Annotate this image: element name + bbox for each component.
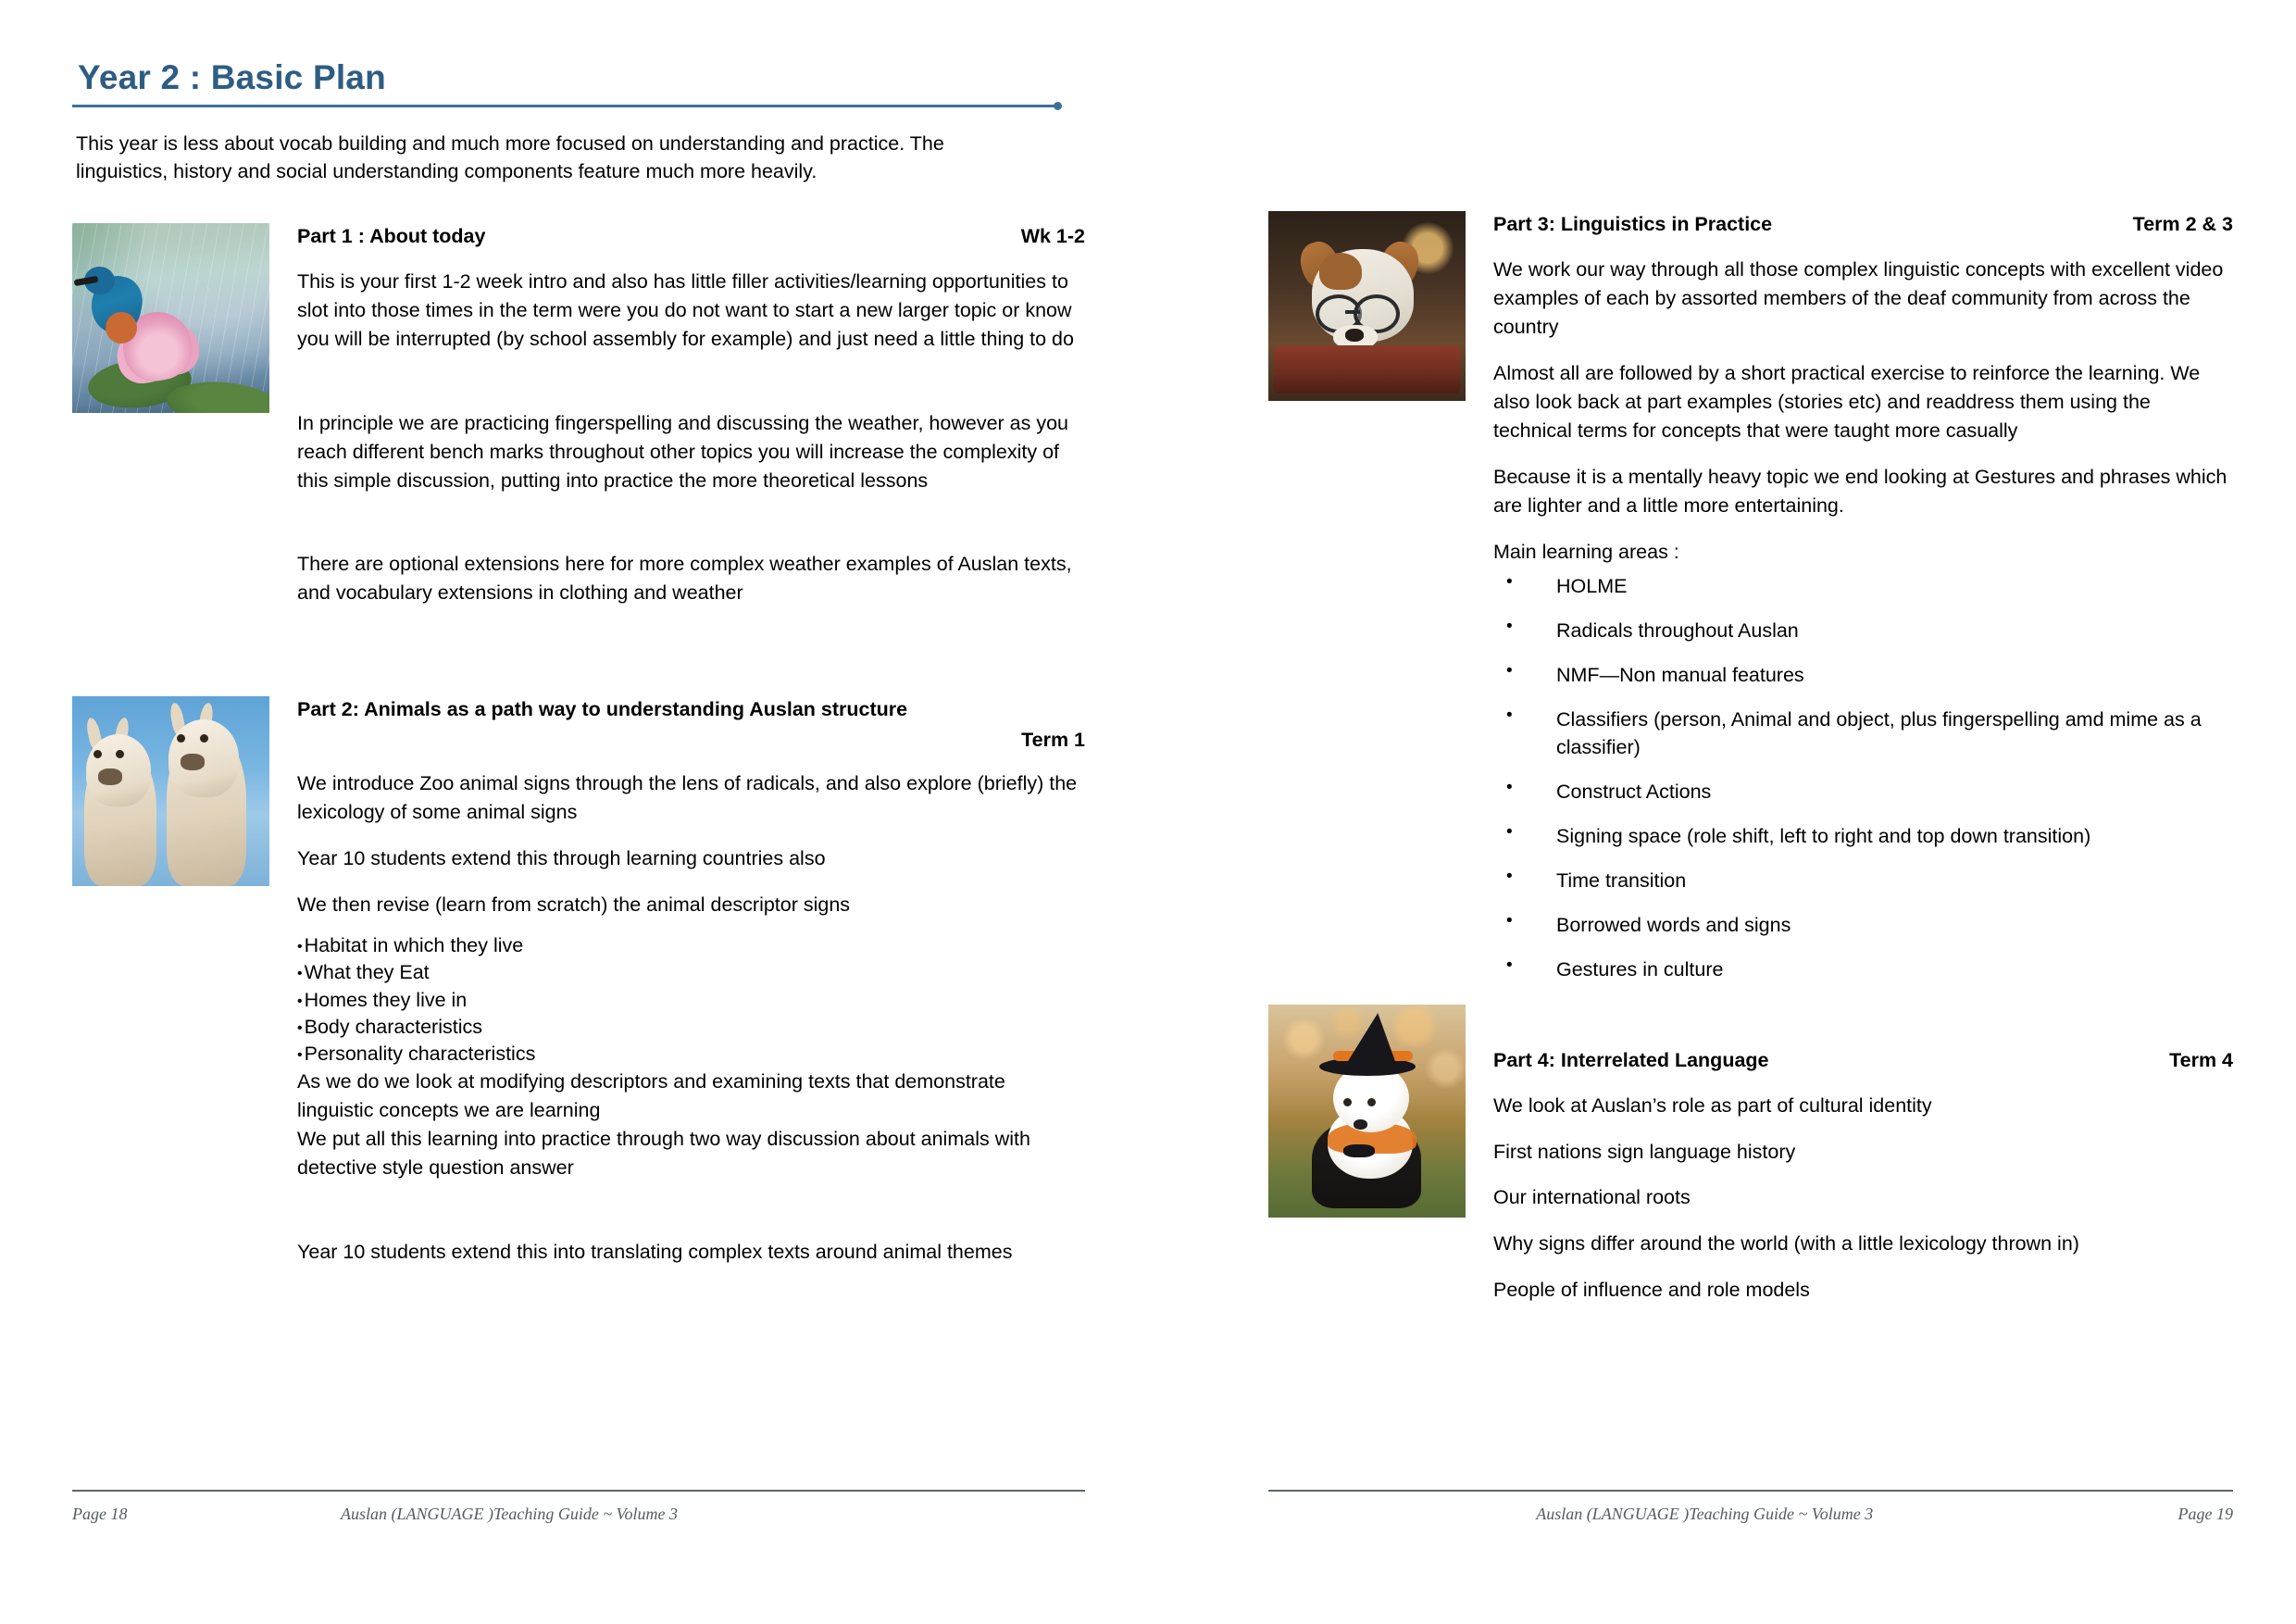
part2-paragraph-4: As we do we look at modifying descriptors and examining texts that demonstrate linguistic concepts we are learning bbox=[297, 1070, 1005, 1122]
footer-title: Auslan (LANGUAGE )Teaching Guide ~ Volume 3 bbox=[1536, 1505, 1874, 1523]
title-underline-rule bbox=[72, 105, 1058, 107]
eyeglasses-bridge-icon bbox=[1345, 310, 1360, 314]
dog-fur-patch-shape bbox=[1319, 253, 1362, 290]
footer-row bbox=[1268, 1505, 2233, 1524]
part1-photo bbox=[72, 223, 269, 413]
dog-nose-icon bbox=[1345, 329, 1364, 342]
part2-heading: Part 2: Animals as a path way to understanding Auslan structure bbox=[297, 698, 908, 721]
list-item: • Classifiers (person, Animal and object, plus fingerspelling amd mime as a classifier) bbox=[1493, 706, 2233, 761]
part3-term: Term 2 & 3 bbox=[2132, 213, 2233, 235]
part2-bullet-list bbox=[297, 932, 1085, 1068]
section-part4 bbox=[1268, 1005, 2233, 1305]
part3-paragraph-3: Because it is a mentally heavy topic we end looking at Gestures and phrases which are lighter and a little more entertaining. bbox=[1493, 465, 2227, 517]
dog-eye-icon bbox=[1343, 1098, 1352, 1106]
part3-photo bbox=[1268, 211, 1466, 401]
part2-term: Term 1 bbox=[1021, 729, 1085, 752]
footer-page-number: Page 19 bbox=[2177, 1505, 2233, 1523]
part1-paragraph-2: In principle we are practicing fingerspelling and discussing the weather, however as you reach different bench marks throughout other topics you will increase the complexity of this simple discussion, putting into practice the more theoretical lessons bbox=[297, 411, 1068, 492]
part4-term: Term 4 bbox=[2169, 1048, 2233, 1071]
part2-paragraph-6: Year 10 students extend this into translating complex texts around animal themes bbox=[297, 1241, 1013, 1264]
part2-body bbox=[297, 696, 1085, 1267]
footer-divider bbox=[1268, 1490, 2233, 1492]
alpaca-eye-icon bbox=[116, 750, 124, 758]
part1-term: Wk 1-2 bbox=[1020, 224, 1085, 247]
footer-divider bbox=[72, 1490, 1085, 1492]
dog-nose-icon bbox=[1354, 1119, 1367, 1130]
list-item: • Radicals throughout Auslan bbox=[1493, 617, 2233, 644]
part4-line-4: Why signs differ around the world (with a little lexicology thrown in) bbox=[1493, 1232, 2079, 1255]
list-item: • What they Eat bbox=[297, 959, 1085, 986]
part3-paragraph-2: Almost all are followed by a short practical exercise to reinforce the learning. We also look back at part examples (stories etc) and readdress them using the technical terms for concepts that were taught more casually bbox=[1493, 361, 2201, 442]
intro-paragraph: This year is less about vocab building and much more focused on understanding and practice. The linguistics, history and social understanding components feature much more heavily. bbox=[76, 131, 944, 183]
part1-body bbox=[297, 223, 1085, 608]
part1-paragraph-3: There are optional extensions here for more complex weather examples of Auslan texts, and vocabulary extensions in clothing and weather bbox=[297, 553, 1072, 605]
part2-paragraph-5: We put all this learning into practice through two way discussion about animals with detective style question answer bbox=[297, 1128, 1030, 1180]
page-title: Year 2 : Basic Plan bbox=[78, 58, 386, 96]
footer-page-number: Page 18 bbox=[72, 1505, 128, 1523]
part2-photo bbox=[72, 696, 269, 886]
part4-photo bbox=[1268, 1005, 1466, 1218]
alpaca-nose-icon bbox=[181, 754, 205, 770]
part3-heading-row bbox=[1493, 211, 2233, 238]
title-block bbox=[72, 59, 1085, 107]
list-item: • Borrowed words and signs bbox=[1493, 911, 2233, 939]
part2-paragraph-3: We then revise (learn from scratch) the animal descriptor signs bbox=[297, 893, 851, 917]
part2-heading-row bbox=[297, 696, 1085, 723]
dog-eye-icon bbox=[1367, 1098, 1376, 1106]
part1-paragraph-1: This is your first 1-2 week intro and also has little filler activities/learning opportunities to slot into those times in the term were you do not want to start a new larger topic or know you will be interrupted (by school assembly for example) and just need a little thing to do bbox=[297, 269, 1074, 350]
part4-body bbox=[1493, 1005, 2233, 1305]
list-item: • HOLME bbox=[1493, 572, 2233, 600]
section-part2 bbox=[72, 696, 1085, 1267]
part4-line-5: People of influence and role models bbox=[1493, 1279, 1810, 1302]
list-item: • Personality characteristics bbox=[297, 1041, 1085, 1068]
footer-right bbox=[1268, 1490, 2233, 1524]
list-item: • Gestures in culture bbox=[1493, 956, 2233, 983]
list-item: • Body characteristics bbox=[297, 1014, 1085, 1041]
footer-row bbox=[72, 1505, 1085, 1524]
list-item: • Habitat in which they live bbox=[297, 932, 1085, 959]
footer-left bbox=[72, 1490, 1085, 1524]
part1-heading-row bbox=[297, 223, 1085, 250]
footer-title: Auslan (LANGUAGE )Teaching Guide ~ Volume 3 bbox=[341, 1505, 679, 1523]
rule-end-dot bbox=[1054, 102, 1062, 110]
part4-line-3: Our international roots bbox=[1493, 1186, 1691, 1209]
part2-paragraph-2: Year 10 students extend this through learning countries also bbox=[297, 847, 826, 870]
witch-hat-cone-shape bbox=[1344, 1010, 1405, 1073]
part3-bullet-list bbox=[1493, 572, 2233, 984]
part1-heading: Part 1 : About today bbox=[297, 224, 486, 247]
page-right bbox=[1148, 0, 2296, 1624]
section-part3 bbox=[1268, 211, 2233, 984]
section-part1 bbox=[72, 223, 1085, 608]
part2-paragraph-1: We introduce Zoo animal signs through the lens of radicals, and also explore (briefly) the lexicology of some animal signs bbox=[297, 772, 1078, 824]
alpaca-nose-icon bbox=[98, 768, 122, 785]
part3-heading: Part 3: Linguistics in Practice bbox=[1493, 213, 1773, 235]
list-item: • Homes they live in bbox=[297, 987, 1085, 1014]
bow-tie-icon bbox=[1343, 1144, 1375, 1157]
list-item: • Time transition bbox=[1493, 867, 2233, 894]
list-item: • Signing space (role shift, left to right and top down transition) bbox=[1493, 822, 2233, 850]
part4-line-2: First nations sign language history bbox=[1493, 1140, 1796, 1163]
book-cover-shape bbox=[1274, 345, 1459, 394]
part3-paragraph-1: We work our way through all those complex linguistic concepts with excellent video examples of each by assorted members of the deaf community from across the country bbox=[1493, 258, 2224, 338]
list-item: • Construct Actions bbox=[1493, 778, 2233, 806]
part4-heading-row bbox=[1493, 1047, 2233, 1074]
part4-line-1: We look at Auslan’s role as part of cultural identity bbox=[1493, 1093, 1932, 1117]
part3-list-intro: Main learning areas : bbox=[1493, 540, 1679, 563]
list-item: • NMF—Non manual features bbox=[1493, 661, 2233, 689]
part4-heading: Part 4: Interrelated Language bbox=[1493, 1048, 1769, 1071]
part3-body bbox=[1493, 211, 2233, 984]
